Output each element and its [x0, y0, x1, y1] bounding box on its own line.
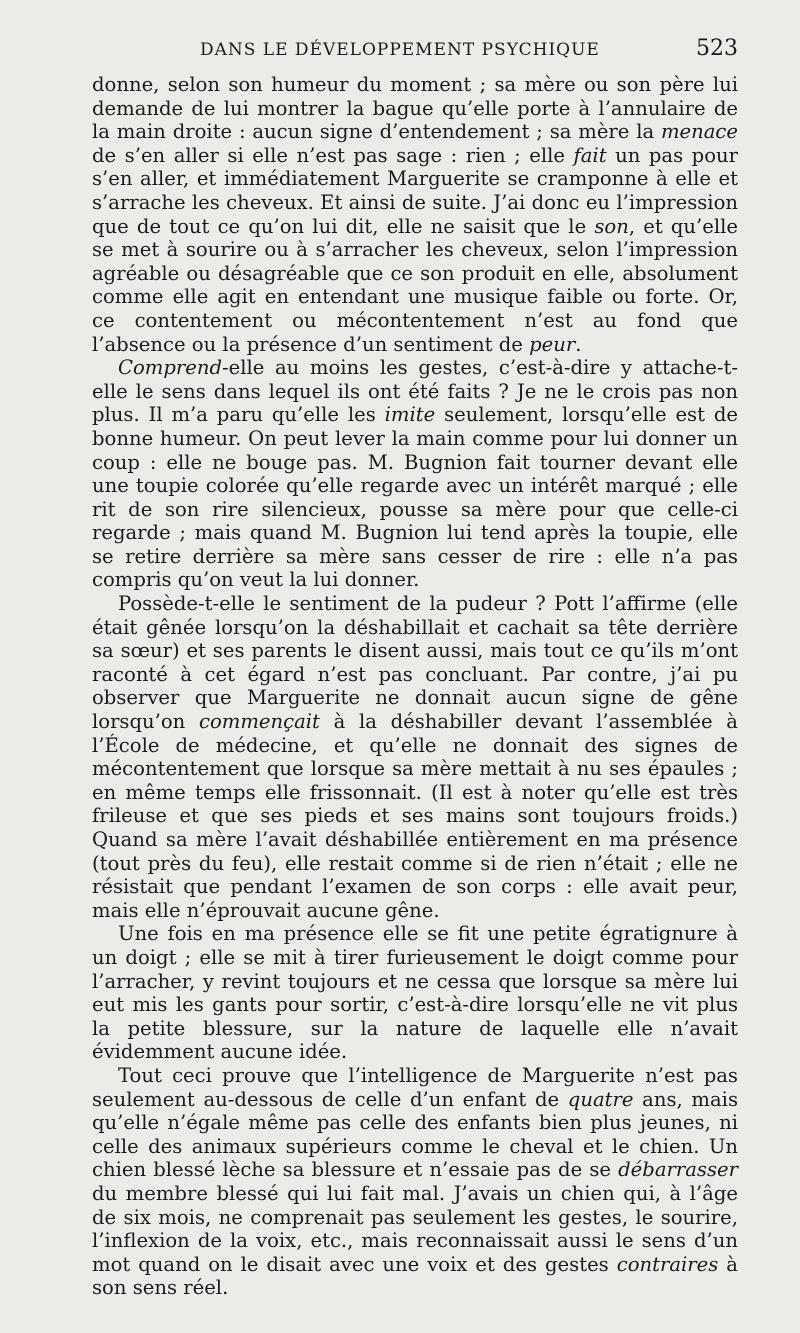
text-run: Tout ceci prouve que l’intelligence de Marguerite n’est pas seulement au-dessous de celle d’un enfant de: [92, 1063, 738, 1111]
text-run: seulement, lorsqu’elle est de bonne humeur. On peut lever la main comme pour lui donner un coup : elle ne bouge pas. M. Bugnion fait tourner devant elle une toupie colorée qu’elle regarde avec un intérêt marqué ; elle rit de son rire silencieux, pousse sa mère pour que celle-ci regarde ; mais quand M. Bugnion lui tend après la toupie, elle se retire derrière sa mère sans cesser de rire : elle n’a pas compris qu’on veut la lui donner.: [92, 403, 738, 592]
paragraph-3: [92, 592, 738, 922]
paragraph-4: [92, 922, 738, 1064]
paragraph-5: [92, 1064, 738, 1300]
text-run: donne, selon son humeur du moment ; sa mère ou son père lui demande de lui montrer la bague qu’elle porte à l’annulaire de la main droite : aucun signe d’entendement ; sa mère la: [92, 73, 738, 144]
italic-run: quatre: [567, 1087, 634, 1111]
text-run: du membre blessé qui lui fait mal. J’avais un chien qui, à l’âge de six mois, ne comprenait pas seulement les gestes, le sourire, l’inflexion de la voix, etc., mais reconnaissait aussi le sens d’un mot quand on le disait avec une voix et des gestes: [92, 1181, 738, 1276]
italic-run: Comprend: [118, 356, 223, 380]
paragraph-2: [92, 356, 738, 592]
text-run: à la déshabiller devant l’assemblée à l’École de médecine, et qu’elle ne donnait des signes de mécontentement que lorsque sa mère mettait à nu ses épaules ; en même temps elle frissonnait. (Il est à noter qu’elle est très frileuse et que ses pieds et ses mains sont toujours froids.) Quand sa mère l’avait déshabillée entièrement en ma présence (tout près du feu), elle restait comme si de rien n’était ; elle ne résistait que pendant l’examen de son corps : elle avait peur, mais elle n’éprouvait aucune gêne.: [92, 710, 738, 922]
italic-run: fait: [573, 143, 607, 167]
italic-run: débarrasser: [618, 1158, 738, 1182]
running-head: DANS LE DÉVELOPPEMENT PSYCHIQUE: [200, 40, 600, 60]
text-run: Une fois en ma présence elle se fit une petite égratignure à un doigt ; elle se mit à tirer furieusement le doigt comme pour l’arracher, y revint toujours et ne cessa que lorsque sa mère lui eut mis les gants pour sortir, c’est-à-dire lorsqu’elle ne vit plus la petite blessure, sur la nature de laquelle elle n’avait évidemment aucune idée.: [92, 922, 738, 1064]
text-run: ans, mais qu’elle n’égale même pas celle des enfants bien plus jeunes, ni celle des animaux supérieurs comme le cheval et le chien. Un chien blessé lèche sa blessure et n’essaie pas de se: [92, 1087, 739, 1182]
italic-run: son: [594, 214, 629, 238]
text-run: un pas pour s’en aller, et immédiatement Marguerite se cramponne à elle et s’arrache les cheveux. Et ainsi de suite. J’ai donc eu l’impression que de tout ce qu’on lui dit, elle ne saisit que le: [92, 143, 739, 238]
italic-run: menace: [660, 120, 738, 144]
italic-run: contraires: [616, 1252, 719, 1276]
page-number: 523: [696, 36, 738, 61]
italic-run: commençait: [198, 710, 320, 734]
text-run: , et qu’elle se met à sourire ou à s’arracher les cheveux, selon l’impression agréable ou désagréable que ce son produit en elle, absolument comme elle agit en entendant une musique faible ou forte. Or, ce contentement ou mécontentement n’est au fond que l’absence ou la présence d’un sentiment de: [92, 214, 738, 356]
text-run: à son sens réel.: [92, 1252, 738, 1300]
body-text: [92, 73, 738, 1300]
italic-run: imite: [384, 403, 436, 427]
text-run: Possède-t-elle le sentiment de la pudeur ? Pott l’affirme (elle était gênée lorsqu’on la déshabillait et cachait sa tête derrière sa sœur) et ses parents le disent aussi, mais tout ce qu’ils m’ont raconté à cet égard n’est pas concluant. Par contre, j’ai pu observer que Marguerite ne donnait aucun signe de gêne lorsqu’on: [92, 592, 738, 734]
text-run: .: [575, 332, 582, 356]
italic-run: peur: [529, 332, 576, 356]
text-run: -elle au moins les gestes, c’est-à-dire y attache-t-elle le sens dans lequel ils ont été faits ? Je ne le crois pas non plus. Il m’a paru qu’elle les: [92, 356, 738, 427]
text-run: de s’en aller si elle n’est pas sage : rien ; elle: [92, 143, 574, 167]
paragraph-1: [92, 73, 738, 356]
page-header: [92, 36, 738, 70]
